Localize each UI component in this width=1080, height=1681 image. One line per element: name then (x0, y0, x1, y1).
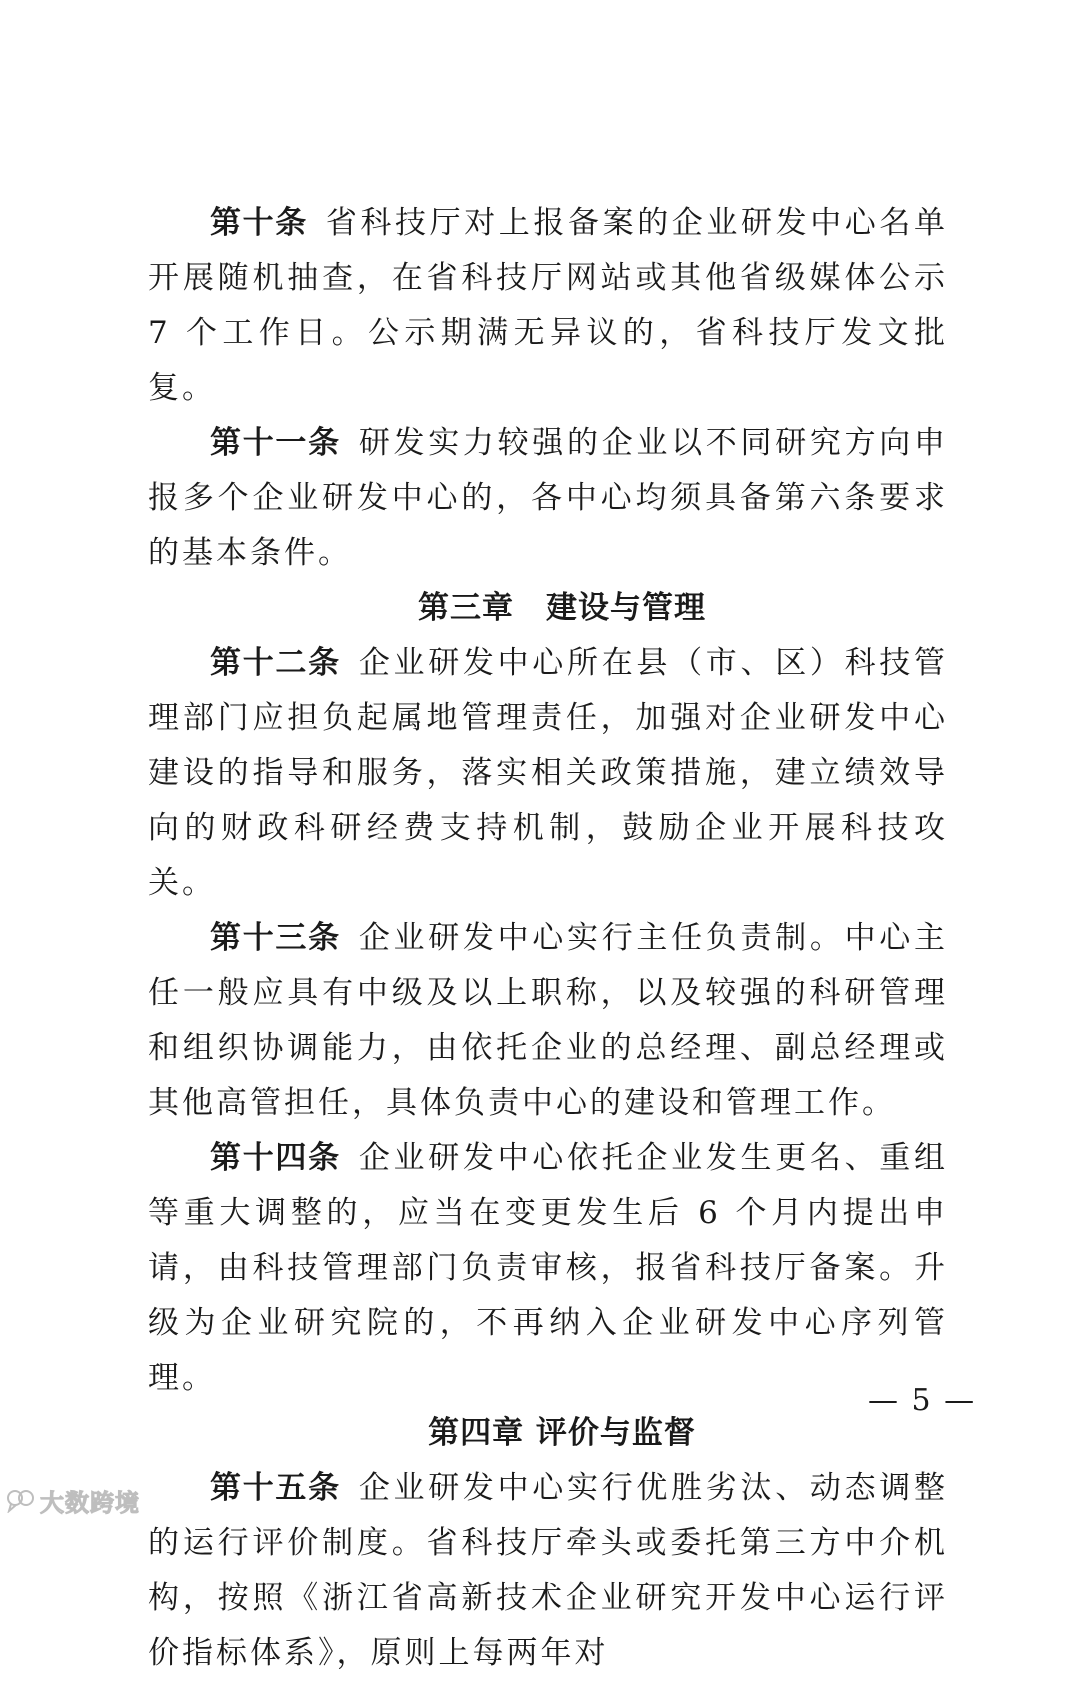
article-text: 研发实力较强的企业以不同研究方向申报多个企业研发中心的，各中心均须具备第六条要求的基本条件。 (148, 425, 949, 571)
article-14 (148, 1131, 948, 1406)
speech-bubble-logo-icon (6, 1487, 36, 1513)
page-number: — 5 — (868, 1383, 977, 1418)
watermark (6, 1482, 140, 1518)
article-text: 省科技厅对上报备案的企业研发中心名单开展随机抽查，在省科技厅网站或其他省级媒体公示 7 个工作日。公示期满无异议的，省科技厅发文批复。 (148, 205, 949, 406)
article-text: 企业研发中心实行主任负责制。中心主任一般应具有中级及以上职称，以及较强的科研管理和组织协调能力，由依托企业的总经理、副总经理或其他高管担任，具体负责中心的建设和管理工作。 (148, 920, 949, 1121)
article-text: 企业研发中心依托企业发生更名、重组等重大调整的，应当在变更发生后 6 个月内提出申请，由科技管理部门负责审核，报省科技厅备案。升级为企业研究院的，不再纳入企业研发中心序列管理。 (148, 1140, 949, 1396)
article-text: 企业研发中心所在县（市、区）科技管理部门应担负起属地管理责任，加强对企业研发中心建设的指导和服务，落实相关政策措施，建立绩效导向的财政科研经费支持机制，鼓励企业开展科技攻关。 (148, 645, 949, 901)
article-13 (148, 911, 948, 1131)
article-10 (148, 196, 948, 416)
article-15 (148, 1461, 948, 1681)
article-heading: 第十五条 (210, 1470, 341, 1506)
article-heading: 第十三条 (210, 920, 341, 956)
article-12 (148, 636, 948, 911)
article-11 (148, 416, 948, 581)
article-text: 企业研发中心实行优胜劣汰、动态调整的运行评价制度。省科技厅牵头或委托第三方中介机构，按照《浙江省高新技术企业研究开发中心运行评价指标体系》，原则上每两年对 (148, 1470, 949, 1671)
chapter-heading: 第三章 建设与管理 (418, 590, 706, 626)
article-heading: 第十条 (210, 205, 308, 241)
watermark-text: 大数跨境 (40, 1488, 140, 1517)
chapter-heading: 第四章 评价与监督 (428, 1415, 696, 1451)
document-body (148, 196, 948, 1681)
article-heading: 第十一条 (210, 425, 341, 461)
article-heading: 第十四条 (210, 1140, 341, 1176)
article-heading: 第十二条 (210, 645, 341, 681)
